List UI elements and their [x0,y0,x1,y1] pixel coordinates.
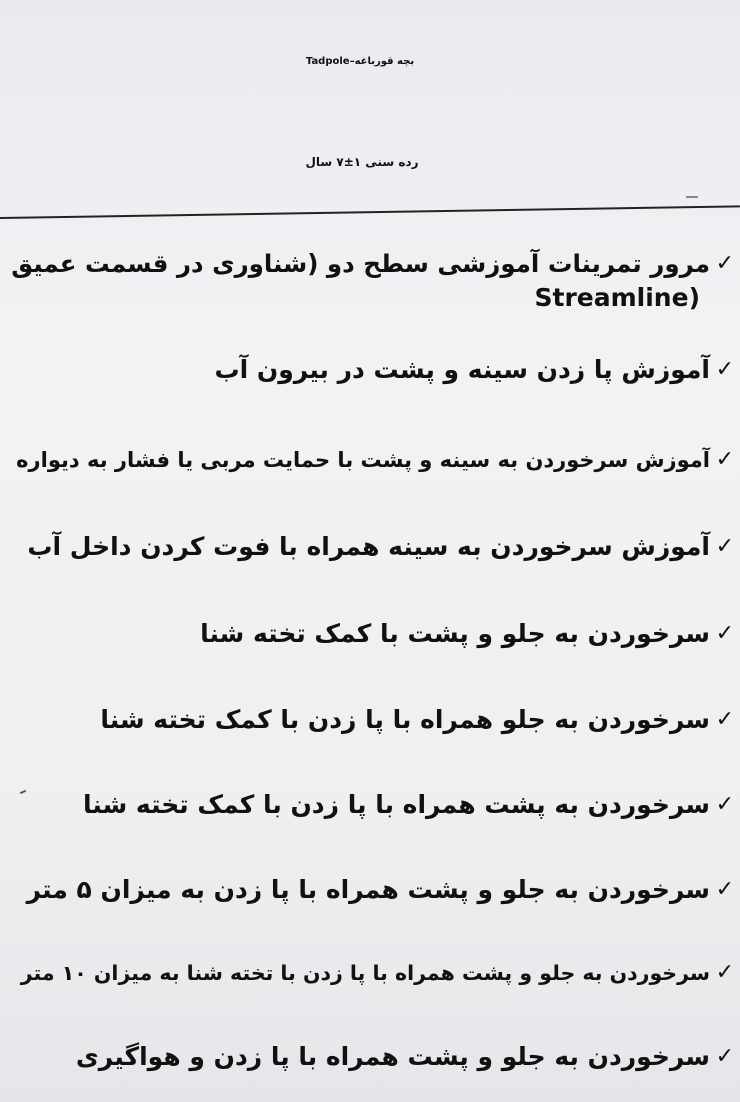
exercise-text: سرخوردن به جلو همراه با پا زدن با کمک تخته شنا [100,705,710,734]
exercise-text: سرخوردن به جلو و پشت همراه با پا زدن و هواگیری [75,1042,710,1071]
exercise-item [83,788,734,822]
exercise-item-continuation [535,281,701,315]
checkmark-icon: ✓ [715,707,734,732]
document-title: بچه قورباغه–Tadpole [305,56,415,67]
checkmark-icon: ✓ [715,621,734,646]
exercise-text: سرخوردن به جلو و پشت همراه با پا زدن با تخته شنا به میزان ۱۰ متر [20,961,710,985]
exercise-text: مرور تمرینات آموزشی سطح دو (شناوری در قسمت عمیق [11,249,710,278]
checkmark-icon: ✓ [715,534,734,559]
exercise-text: آموزش پا زدن سینه و پشت در بیرون آب [214,355,710,384]
exercise-text: سرخوردن به پشت همراه با پا زدن با کمک تخته شنا [83,790,710,819]
exercise-item [11,247,734,281]
exercise-text: سرخوردن به جلو و پشت با کمک تخته شنا [200,619,710,648]
exercise-text: آموزش سرخوردن به سینه همراه با فوت کردن داخل آب [27,532,710,561]
exercise-item [200,617,734,651]
exercise-item [21,956,734,990]
exercise-text: سرخوردن به جلو و پشت همراه با پا زدن به میزان ۵ متر [26,875,710,904]
checkmark-icon: ✓ [715,447,734,472]
checkmark-icon: ✓ [715,1044,734,1069]
checkmark-icon: ✓ [715,792,734,817]
exercise-item [27,530,734,564]
exercise-item [215,353,735,387]
exercise-item [100,703,734,737]
exercise-text: آموزش سرخوردن به سینه و پشت با حمایت مربی یا فشار به دیواره [16,448,710,472]
checkmark-icon: ✓ [715,357,734,382]
checkmark-icon: ✓ [715,251,734,276]
checkmark-icon: ✓ [715,877,734,902]
exercise-text: (Streamline [534,283,700,312]
exercise-item [16,443,734,477]
checkmark-icon: ✓ [715,960,734,985]
exercise-item [76,1040,734,1074]
exercise-item [27,873,734,907]
age-range-heading: رده سنی ۱±۷ سال [305,155,419,169]
